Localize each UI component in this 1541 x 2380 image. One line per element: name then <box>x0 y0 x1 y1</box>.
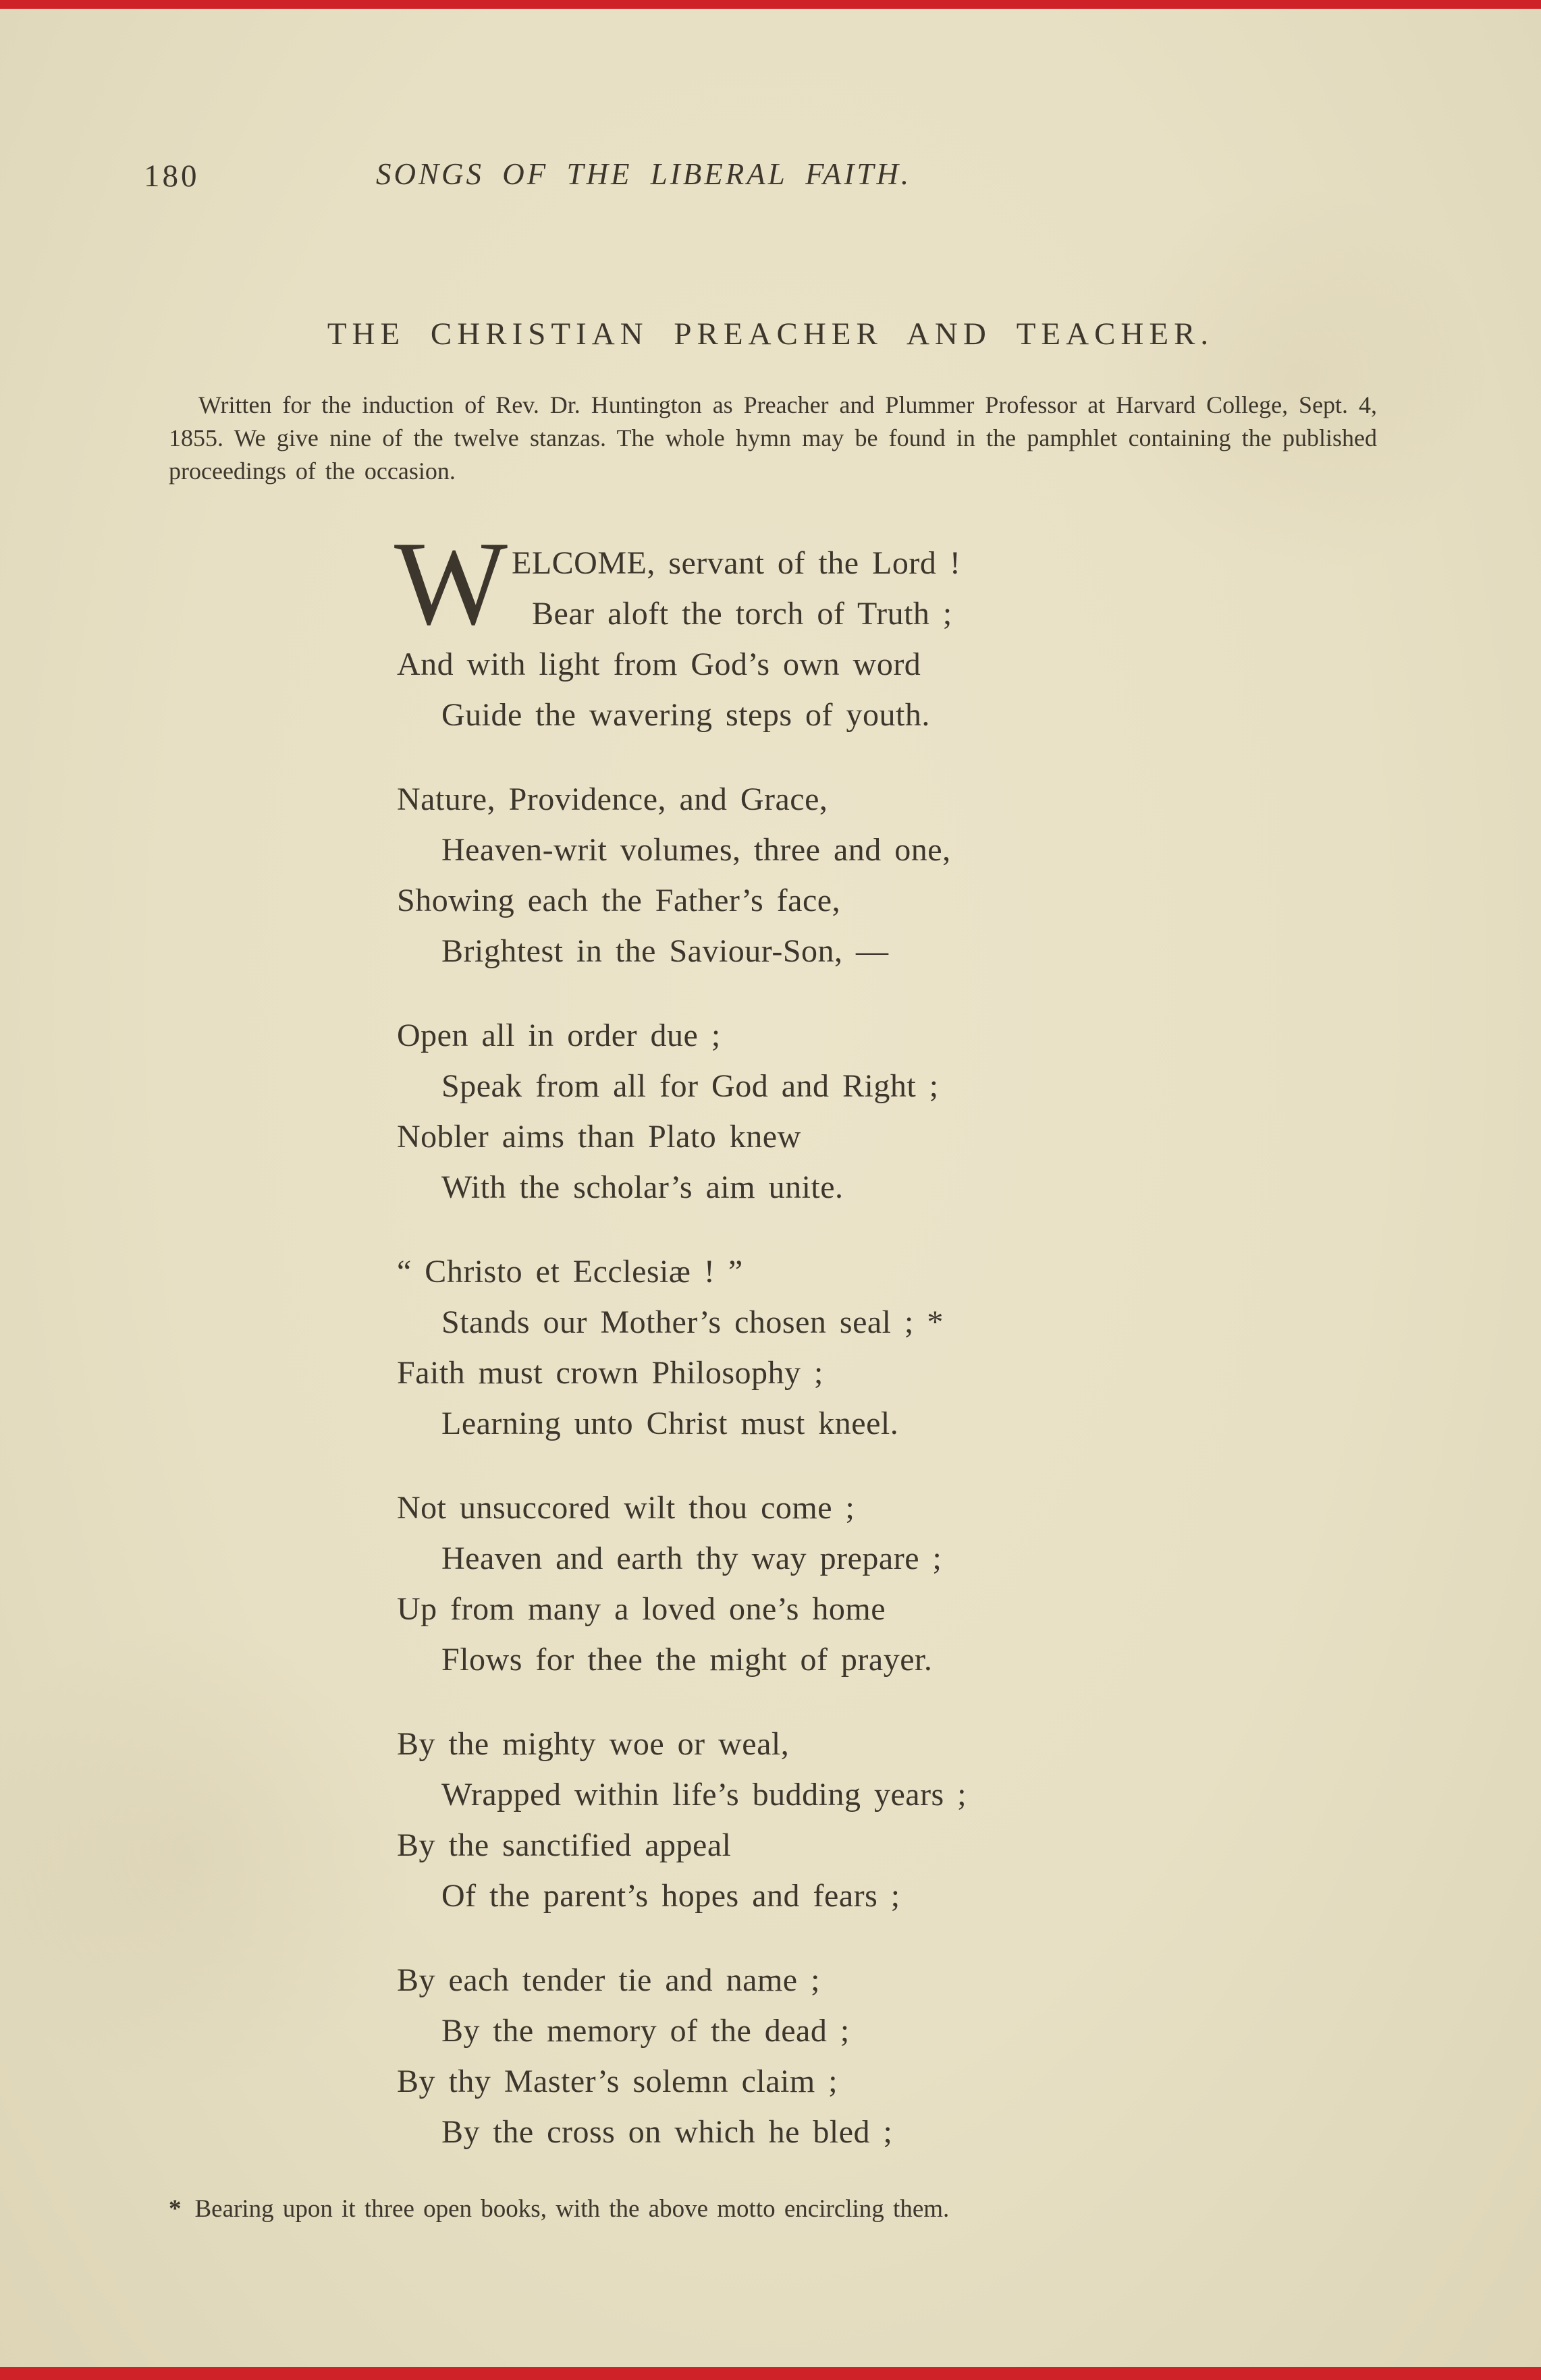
hymn-line: ELCOME, servant of the Lord ! <box>512 545 961 581</box>
book-cover-edge-bottom <box>0 2367 1541 2380</box>
hymn-line: By the mighty woe or weal, <box>397 1726 790 1762</box>
hymn-line: Bear aloft the torch of Truth ; <box>532 596 952 632</box>
book-cover-edge-top <box>0 0 1541 9</box>
page-number: 180 <box>144 159 200 194</box>
introductory-note: Written for the induction of Rev. Dr. Huntington as Preacher and Plummer Professor at Harvard College, Sept. 4, 1855. We give nine of the twelve stanzas. The whole hymn may be found in the pamphlet containing the published proceedings of the occasion. <box>169 391 1377 485</box>
hymn-line: By the sanctified appeal <box>397 1827 732 1863</box>
hymn-line: Of the parent’s hopes and fears ; <box>441 1878 900 1914</box>
footnote <box>169 2194 1411 2223</box>
stanza <box>397 1010 1396 1213</box>
hymn-line: By each tender tie and name ; <box>397 1962 820 1998</box>
hymn-line: Nature, Providence, and Grace, <box>397 781 828 817</box>
hymn-line: Speak from all for God and Right ; <box>441 1068 939 1104</box>
hymn-line: By thy Master’s solemn claim ; <box>397 2064 838 2099</box>
stanza <box>397 1955 1396 2157</box>
hymn-line: By the cross on which he bled ; <box>441 2114 893 2150</box>
hymn-line: Heaven and earth thy way prepare ; <box>441 1541 942 1576</box>
stanza <box>397 1246 1396 1449</box>
hymn-line: Wrapped within life’s budding years ; <box>441 1777 967 1812</box>
hymn-line: Nobler aims than Plato knew <box>397 1119 801 1155</box>
footnote-asterisk: * <box>169 2195 182 2223</box>
hymn-line: Heaven-writ volumes, three and one, <box>441 832 951 868</box>
footnote-text: Bearing upon it three open books, with the above motto encircling them. <box>194 2195 950 2223</box>
stanza <box>397 774 1396 976</box>
hymn-line: Up from many a loved one’s home <box>397 1591 886 1627</box>
hymn-line: Guide the wavering steps of youth. <box>441 697 930 733</box>
hymn-line: Brightest in the Saviour-Son, — <box>441 933 889 969</box>
hymn-line: With the scholar’s aim unite. <box>441 1169 844 1205</box>
hymn-stanzas <box>394 516 1396 2191</box>
hymn-line: Showing each the Father’s face, <box>397 883 841 918</box>
running-header: SONGS OF THE LIBERAL FAITH. <box>376 157 912 191</box>
hymn-line: By the memory of the dead ; <box>441 2013 850 2049</box>
hymn-line: And with light from God’s own word <box>397 646 921 682</box>
hymn-line: Faith must crown Philosophy ; <box>397 1355 823 1391</box>
hymn-line: “ Christo et Ecclesiæ ! ” <box>397 1254 743 1290</box>
stanza <box>397 1483 1396 1685</box>
stanza <box>394 516 1396 740</box>
hymn-line: Learning unto Christ must kneel. <box>441 1406 899 1441</box>
stanza <box>397 1719 1396 1921</box>
hymn-line: Flows for thee the might of prayer. <box>441 1642 933 1678</box>
hymn-line: Stands our Mother’s chosen seal ; * <box>441 1304 944 1340</box>
page-header <box>0 157 1541 200</box>
hymn-title: THE CHRISTIAN PREACHER AND TEACHER. <box>327 316 1214 352</box>
hymn-line: Not unsuccored wilt thou come ; <box>397 1490 855 1526</box>
hymn-line: Open all in order due ; <box>397 1018 721 1053</box>
drop-cap: W <box>394 516 508 650</box>
